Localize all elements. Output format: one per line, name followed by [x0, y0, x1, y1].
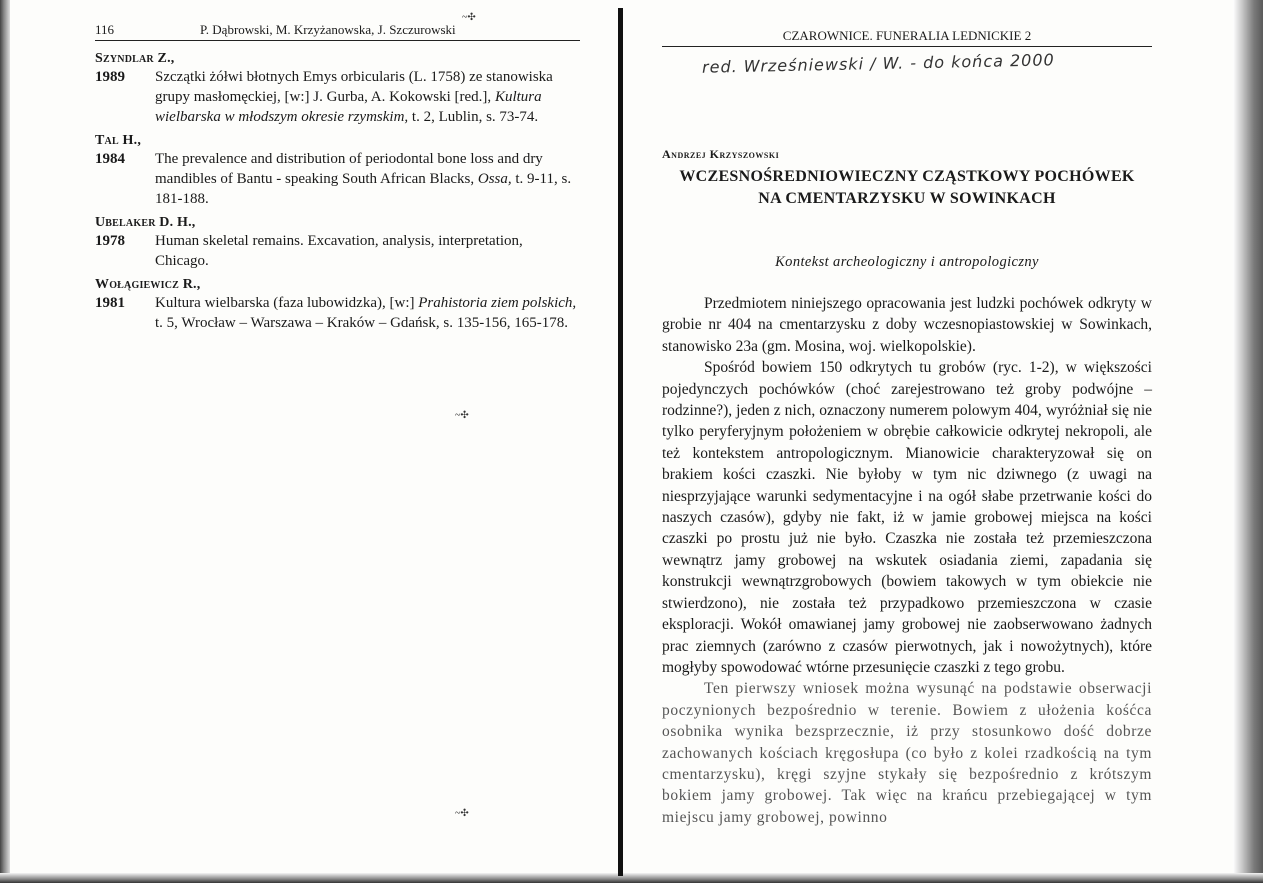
running-head: CZAROWNICE. FUNERALIA LEDNICKIE 2	[662, 28, 1152, 47]
paragraph: Ten pierwszy wniosek można wysunąć na podstawie obserwacji poczynionych bezpośrednio w terenie. Bowiem z ułożenia kośćca osobnika wynika bezsprzecznie, iż przy stosunkowo dość dobrze zachowanych kościach kręgosłupa (co było z kolei rzadkością na tym cmentarzysku), kręgi szyjne stykały się bezpośrednio z krótszym bokiem jamy grobowej. Tak więc na krańcu przebiegającej w tym miejscu jamy grobowej, powinno	[662, 680, 1152, 826]
page-number: 116	[95, 22, 115, 37]
paragraph: Przedmiotem niniejszego opracowania jest ludzki pochówek odkryty w grobie nr 404 na cmentarzysku z doby wczesnopiastowskiej w Sowinkach, stanowisko 23a (gm. Mosina, woj. wielkopolskie).	[662, 295, 1152, 355]
reference-year: 1984	[95, 151, 125, 167]
article-title: WCZESNOŚREDNIOWIECZNY CZĄSTKOWY POCHÓWEK NA CMENTARZYSKU W SOWINKACH	[679, 168, 1135, 207]
section-heading: Kontekst archeologiczny i antropologiczny	[775, 254, 1039, 270]
reference-entry	[95, 133, 580, 209]
reference-author: Tal H.,	[95, 133, 142, 148]
reference-author: Szyndlar Z.,	[95, 51, 175, 66]
scan-mark: ~✣	[455, 410, 469, 421]
reference-list	[95, 51, 580, 333]
reference-year: 1981	[95, 295, 125, 311]
reference-year: 1989	[95, 69, 125, 85]
running-head-authors: P. Dąbrowski, M. Krzyżanowska, J. Szczurowski	[200, 22, 456, 37]
reference-author: Ubelaker D. H.,	[95, 215, 196, 230]
reference-entry	[95, 277, 580, 333]
reference-entry	[95, 215, 580, 271]
scan-edge-bottom	[0, 873, 1263, 883]
paragraph: Spośród bowiem 150 odkrytych tu grobów (ryc. 1-2), w większości pojedynczych pochówków (choć zarejestrowano też groby podwójne – rodzinne?), jeden z nich, oznaczony numerem polowym 404, wyróżniał się nie tylko peryferyjnym położeniem w obrębie całkowicie odkrytej nekropoli, ale też kontekstem antropologicznym. Mianowicie charakteryzował się on brakiem kości czaszki. Nie byłoby w tym nic dziwnego (z uwagi na niesprzyjające warunki sedymentacyjne i na ogół słabe przetrwanie kości do naszych czasów), gdyby nie fakt, iż w jamie grobowej miejsca na kości czaszki po prostu już nie było. Czaszka nie została też przemieszczona wewnątrz jamy grobowej na wskutek osiadania ziemi, zapadania się konstrukcji wewnątrzgrobowych (bowiem takowych w tym obiekcie nie stwierdzono), nie została też przypadkowo przemieszczona w czasie eksploracji. Wokół omawianej jamy grobowej nie zaobserwowano żadnych prac ziemnych (zarówno z czasów pierwotnych, jak i nowożytnych), które mogłyby spowodować wtórne przesunięcie czaszki z tego grobu.	[662, 359, 1152, 676]
reference-author: Wołągiewicz R.,	[95, 277, 201, 292]
reference-text: Kultura wielbarska (faza lubowidzka), [w:] Prahistoria ziem polskich, t. 5, Wrocław – Warszawa – Kraków – Gdańsk, s. 135-156, 165-178.	[155, 295, 577, 331]
article-author: Andrzej Krzyszowski	[662, 147, 780, 161]
scan-edge-left	[0, 0, 10, 883]
right-page	[662, 28, 1152, 828]
scan-edge-right	[1233, 0, 1263, 883]
reference-entry	[95, 51, 580, 127]
reference-text: Szczątki żółwi błotnych Emys orbicularis (L. 1758) ze stanowiska grupy masłomęckiej, [w:] J. Gurba, A. Kokowski [red.], Kultura wielbarska w młodszym okresie rzymskim, t. 2, Lublin, s. 73-74.	[155, 69, 553, 125]
handwritten-note: red. Wrześniewski / W. - do końca 2000	[701, 50, 1055, 77]
left-page	[95, 22, 580, 333]
book-gutter	[618, 8, 623, 876]
scan-mark: ~✣	[455, 808, 469, 819]
reference-text: Human skeletal remains. Excavation, analysis, interpretation, Chicago.	[155, 233, 523, 269]
reference-year: 1978	[95, 233, 125, 249]
running-head	[95, 22, 580, 41]
reference-text: The prevalence and distribution of periodontal bone loss and dry mandibles of Bantu - speaking South African Blacks, Ossa, t. 9-11, s. 181-188.	[155, 151, 572, 207]
scan-mark: ~✣	[462, 12, 476, 23]
article-body	[662, 293, 1152, 828]
